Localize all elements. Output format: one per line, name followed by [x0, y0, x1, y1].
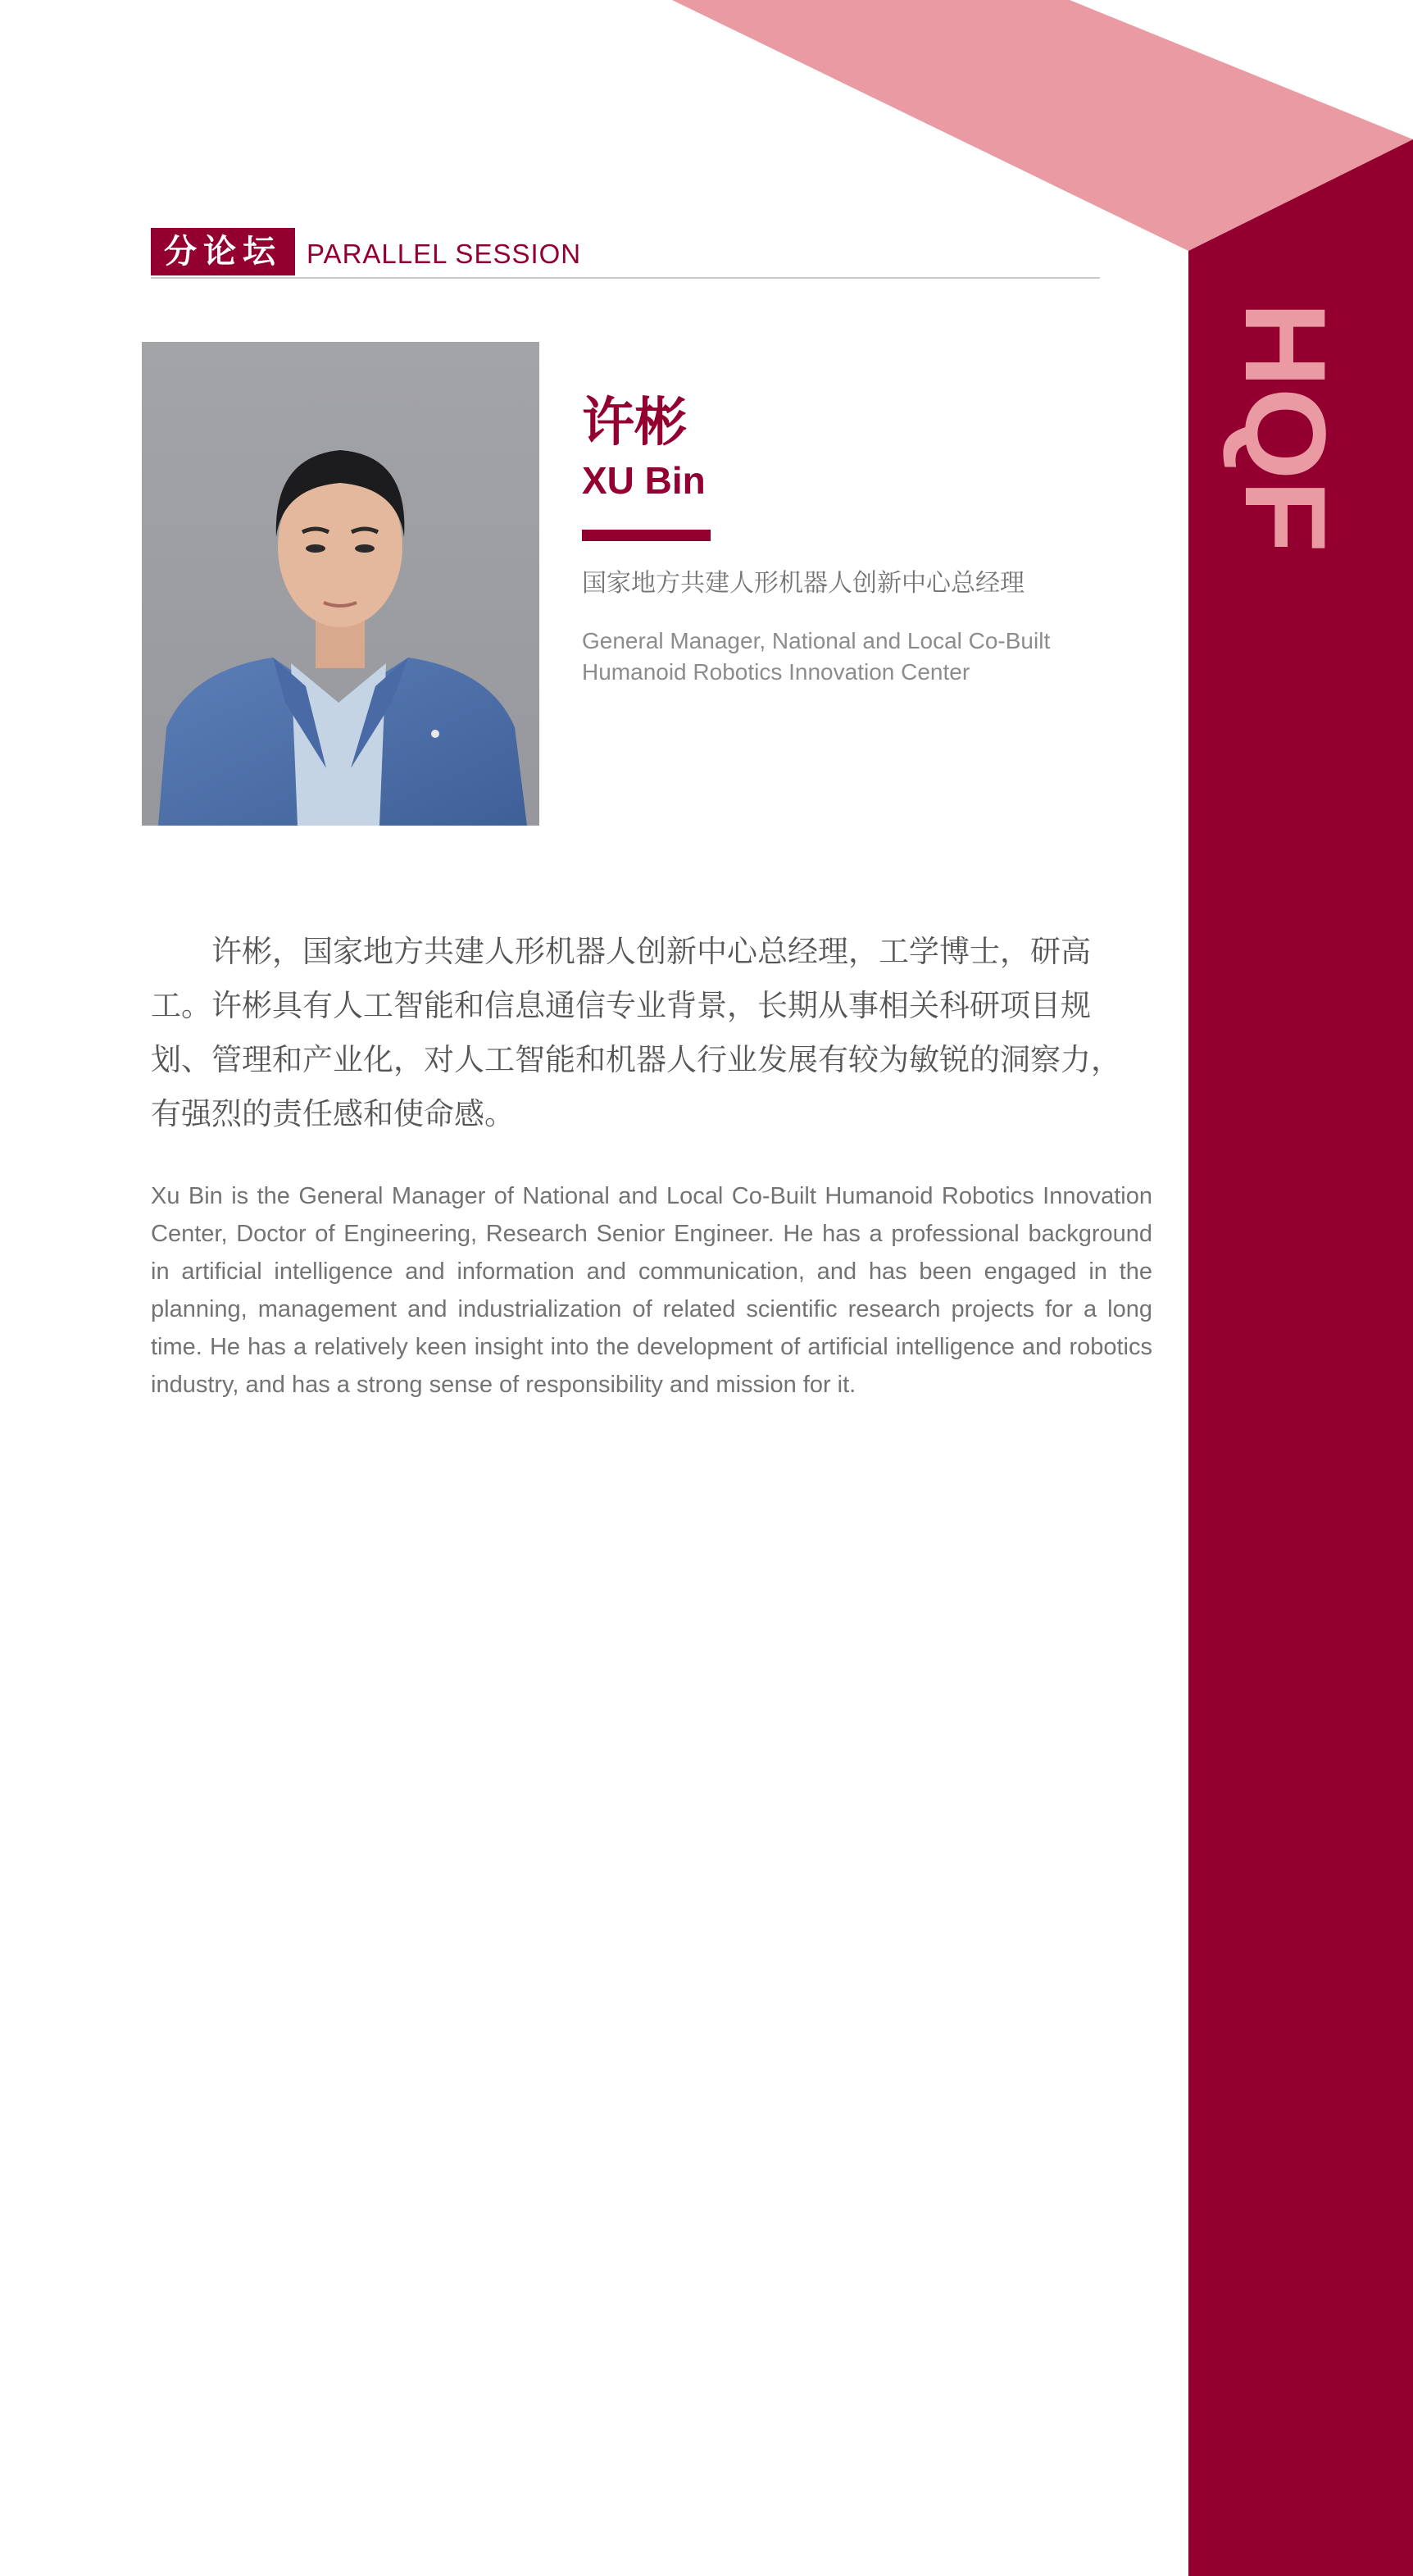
section-header [151, 228, 1100, 279]
side-logo-text: HQF [1221, 302, 1350, 544]
speaker-title-cn: 国家地方共建人形机器人创新中心总经理 [582, 569, 1025, 598]
session-tag: 分论坛 [151, 228, 295, 275]
bio-en: Xu Bin is the General Manager of National and Local Co-Built Humanoid Robotics Innovation Center, Doctor of Engineering, Research Senior Engineer. He has a professional background in artificial intelligence and information and communication, and has been engaged in the planning, management and industrialization of related scientific research projects for a long time. He has a relatively keen insight into the development of artificial intelligence and robotics industry, and has a strong sense of responsibility and mission for it. [151, 1183, 1152, 1398]
bio-cn: 许彬，国家地方共建人形机器人创新中心总经理，工学博士，研高工。许彬具有人工智能和信息通信专业背景，长期从事相关科研项目规划、管理和产业化，对人工智能和机器人行业发展有较为敏锐的洞察力，有强烈的责任感和使命感。 [151, 934, 1121, 1131]
session-label: PARALLEL SESSION [307, 239, 582, 269]
eye-right [355, 544, 375, 553]
eye-left [306, 544, 325, 553]
name-underline [582, 530, 711, 541]
speaker-title-en: General Manager, National and Local Co-Built Humanoid Robotics Innovation Center [582, 628, 1051, 685]
speaker-name-cn: 许彬 [582, 393, 687, 453]
lapel-pin [431, 730, 439, 738]
side-logo [1221, 302, 1350, 556]
speaker-photo [142, 342, 539, 826]
speaker-name-en: XU Bin [582, 459, 706, 502]
